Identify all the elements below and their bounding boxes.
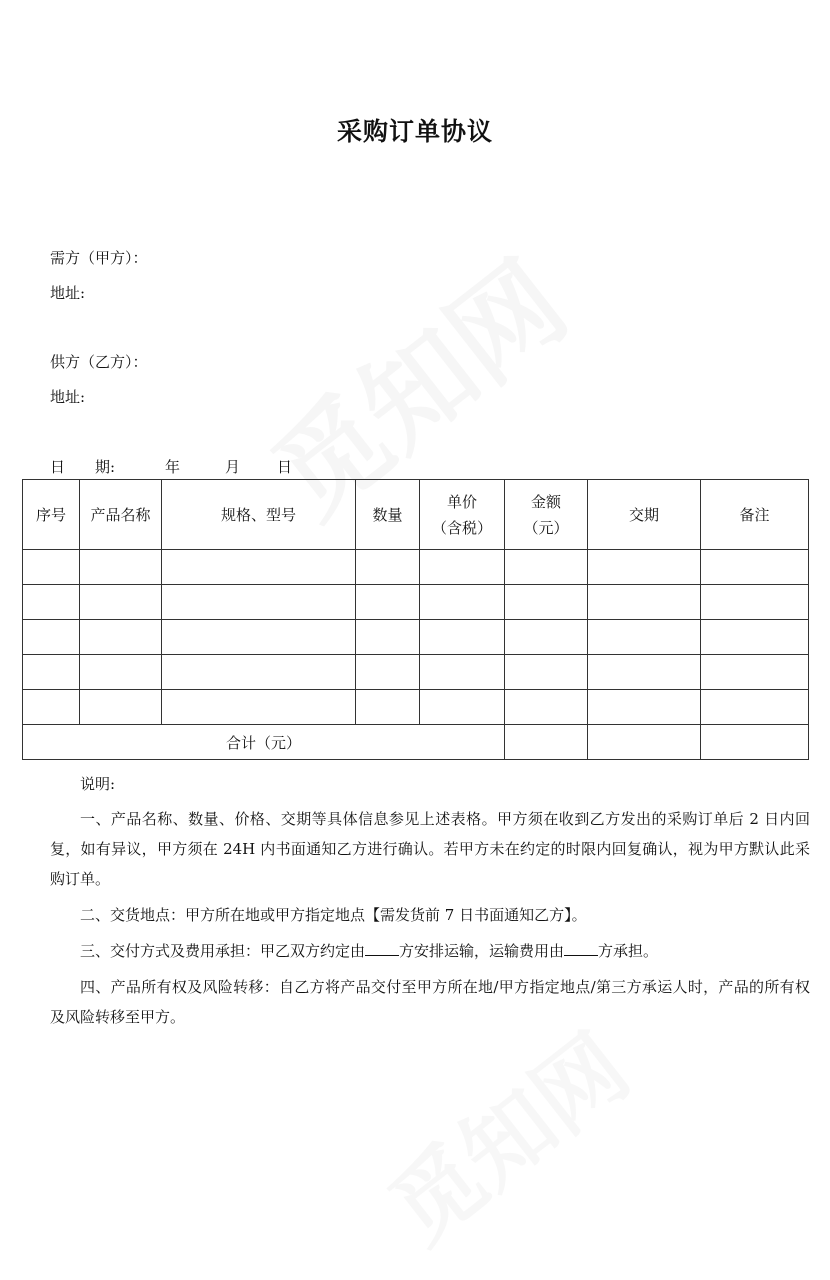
table-cell[interactable]	[356, 585, 420, 620]
table-cell[interactable]	[505, 620, 588, 655]
order-table	[22, 479, 809, 760]
table-cell[interactable]	[356, 550, 420, 585]
table-cell[interactable]	[162, 655, 356, 690]
header-index: 序号	[23, 480, 80, 550]
document-title: 采购订单协议	[336, 117, 493, 146]
notes-section	[50, 773, 810, 1038]
table-cell[interactable]	[588, 725, 701, 760]
notes-label: 说明:	[80, 775, 116, 793]
note-item-1: 一、产品名称、数量、价格、交期等具体信息参见上述表格。甲方须在收到乙方发出的采购订单后 2 日内回复，如有异议，甲方须在 24H 内书面通知乙方进行确认。若甲方未在约定的时限内回复确认，视为甲方默认此采购订单。	[50, 810, 810, 888]
header-amount-line1: 金额	[530, 492, 561, 511]
table-cell[interactable]	[80, 550, 162, 585]
table-cell[interactable]	[420, 655, 505, 690]
table-cell[interactable]	[420, 620, 505, 655]
table-cell[interactable]	[23, 550, 80, 585]
fee-party-blank[interactable]	[564, 941, 598, 956]
table-cell[interactable]	[588, 690, 701, 725]
table-row	[23, 655, 809, 690]
note-item-4: 四、产品所有权及风险转移：自乙方将产品交付至甲方所在地/甲方指定地点/第三方承运人时，产品的所有权及风险转移至甲方。	[50, 978, 810, 1026]
note-item-3-part3: 方承担。	[598, 942, 659, 960]
table-row	[23, 690, 809, 725]
table-cell[interactable]	[588, 585, 701, 620]
date-year: 年	[165, 458, 181, 476]
total-label: 合计（元）	[23, 725, 505, 760]
table-cell[interactable]	[588, 655, 701, 690]
header-unit-price-line2: （含税）	[431, 518, 492, 537]
table-cell[interactable]	[23, 585, 80, 620]
table-cell[interactable]	[420, 550, 505, 585]
table-total-row	[23, 725, 809, 760]
date-line	[50, 456, 292, 477]
table-cell[interactable]	[80, 585, 162, 620]
date-label: 日 期:	[50, 458, 116, 476]
header-unit-price	[420, 480, 505, 550]
table-cell[interactable]	[701, 725, 809, 760]
table-cell[interactable]	[356, 655, 420, 690]
table-cell[interactable]	[162, 550, 356, 585]
table-cell[interactable]	[23, 655, 80, 690]
table-cell[interactable]	[356, 620, 420, 655]
note-item-3-part2: 方安排运输，运输费用由	[399, 942, 565, 960]
table-cell[interactable]	[505, 585, 588, 620]
table-cell[interactable]	[162, 690, 356, 725]
date-month: 月	[225, 458, 241, 476]
table-cell[interactable]	[162, 585, 356, 620]
table-cell[interactable]	[420, 585, 505, 620]
table-cell[interactable]	[80, 655, 162, 690]
buyer-address-label: 地址:	[50, 284, 86, 302]
table-cell[interactable]	[588, 550, 701, 585]
table-cell[interactable]	[701, 655, 809, 690]
table-cell[interactable]	[23, 690, 80, 725]
date-day: 日	[277, 458, 293, 476]
note-item-3-part1: 三、交付方式及费用承担：甲乙双方约定由	[80, 942, 366, 960]
supplier-label: 供方（乙方）：	[50, 353, 148, 371]
table-cell[interactable]	[420, 690, 505, 725]
table-cell[interactable]	[701, 550, 809, 585]
header-amount-line2: （元）	[523, 518, 569, 537]
header-amount	[505, 480, 588, 550]
table-cell[interactable]	[162, 620, 356, 655]
table-row	[23, 620, 809, 655]
table-cell[interactable]	[505, 550, 588, 585]
table-row	[23, 550, 809, 585]
table-cell[interactable]	[588, 620, 701, 655]
table-cell[interactable]	[23, 620, 80, 655]
table-row	[23, 585, 809, 620]
table-cell[interactable]	[356, 690, 420, 725]
table-cell[interactable]	[80, 620, 162, 655]
header-product-name: 产品名称	[80, 480, 162, 550]
table-header-row	[23, 480, 809, 550]
table-cell[interactable]	[80, 690, 162, 725]
header-unit-price-line1: 单价	[446, 492, 477, 511]
header-remarks: 备注	[701, 480, 809, 550]
table-cell[interactable]	[505, 690, 588, 725]
table-cell[interactable]	[701, 690, 809, 725]
header-spec-model: 规格、型号	[162, 480, 356, 550]
header-delivery-date: 交期	[588, 480, 701, 550]
table-cell[interactable]	[701, 585, 809, 620]
buyer-label: 需方（甲方）：	[50, 249, 148, 267]
header-quantity: 数量	[356, 480, 420, 550]
transport-party-blank[interactable]	[365, 941, 399, 956]
note-item-3	[50, 936, 810, 966]
table-cell[interactable]	[505, 655, 588, 690]
watermark-bottom	[355, 1000, 665, 1279]
note-item-2: 二、交货地点：甲方所在地或甲方指定地点【需发货前 7 日书面通知乙方】。	[80, 906, 587, 924]
supplier-address-label: 地址:	[50, 388, 86, 406]
table-cell[interactable]	[701, 620, 809, 655]
total-amount-cell[interactable]	[505, 725, 588, 760]
